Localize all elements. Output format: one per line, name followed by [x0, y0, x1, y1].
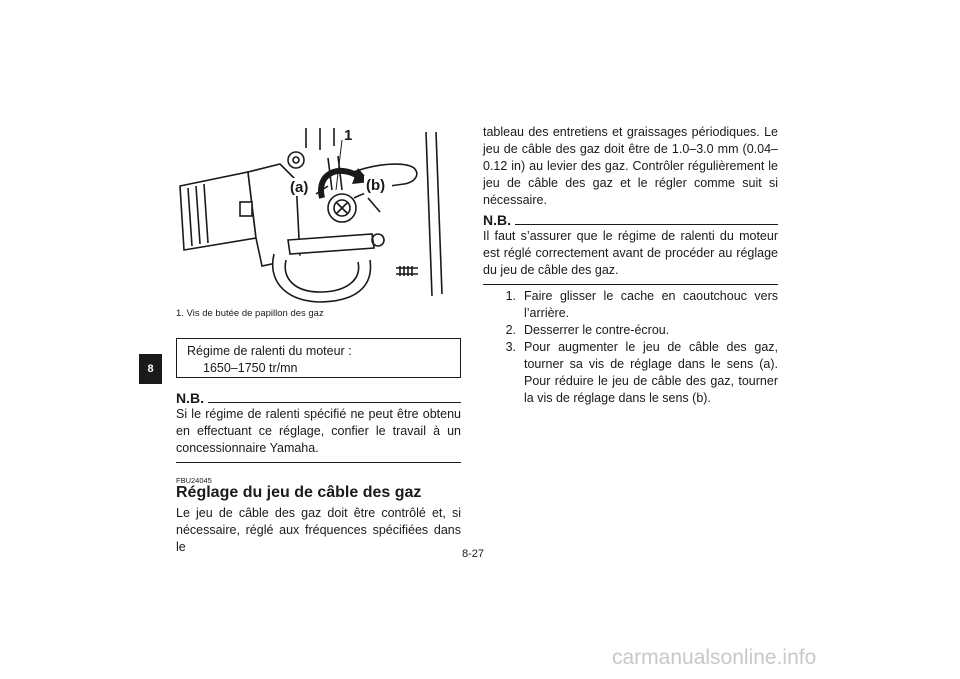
watermark: carmanualsonline.info — [612, 646, 817, 669]
step-item — [483, 288, 778, 322]
spec-value: 1650–1750 tr/mn — [203, 361, 298, 375]
note-rule — [208, 402, 461, 403]
label-a: (a) — [290, 179, 309, 196]
note-rule — [515, 224, 778, 225]
step-number: 2. — [505, 323, 516, 337]
step-text: Desserrer le contre-écrou. — [524, 323, 670, 337]
section-code: FBU24045 — [176, 476, 212, 485]
section-intro: Le jeu de câble des gaz doit être contrôlé et, si nécessaire, réglé aux fréquences spécifiées dans le — [176, 506, 461, 554]
section-heading: Réglage du jeu de câble des gaz — [176, 484, 422, 501]
note-title: N.B. — [483, 212, 511, 228]
right-column-paragraph: tableau des entretiens et graissages périodiques. Le jeu de câble des gaz doit être de 1.0–3.0 mm (0.04–0.12 in) au levier des gaz. Contrôler régulièrement le jeu de câble des gaz et le régler comme suit si nécessaire. — [483, 125, 778, 207]
chapter-tab: 8 — [139, 354, 162, 384]
figure-caption: 1. Vis de butée de papillon des gaz — [176, 308, 324, 319]
step-number: 3. — [505, 340, 516, 354]
note-end-rule — [483, 284, 778, 285]
note-left — [176, 390, 461, 463]
note-body: Il faut s’assurer que le régime de ralenti du moteur est réglé correctement avant de procéder au réglage du jeu de câble des gaz. — [483, 229, 778, 277]
note-body: Si le régime de ralenti spécifié ne peut être obtenu en effectuant ce réglage, confier le travail à un concessionnaire Yamaha. — [176, 407, 461, 455]
procedure-steps — [483, 288, 778, 407]
step-item — [483, 339, 778, 407]
note-end-rule — [176, 462, 461, 463]
note-right — [483, 212, 778, 285]
step-item — [483, 322, 778, 339]
step-text: Faire glisser le cache en caoutchouc vers l’arrière. — [524, 289, 778, 320]
idle-speed-spec-box — [176, 338, 461, 378]
spec-label: Régime de ralenti du moteur : — [187, 344, 352, 358]
throttle-stop-screw-illustration — [178, 128, 456, 306]
page-number: 8-27 — [462, 548, 485, 560]
callout-1: 1 — [344, 128, 353, 144]
note-title: N.B. — [176, 390, 204, 406]
label-b: (b) — [366, 177, 386, 194]
step-text: Pour augmenter le jeu de câble des gaz, tourner sa vis de réglage dans le sens (a). Pour réduire le jeu de câble des gaz, tourner la vis de réglage dans le sens (b). — [524, 340, 778, 405]
step-number: 1. — [505, 289, 516, 303]
